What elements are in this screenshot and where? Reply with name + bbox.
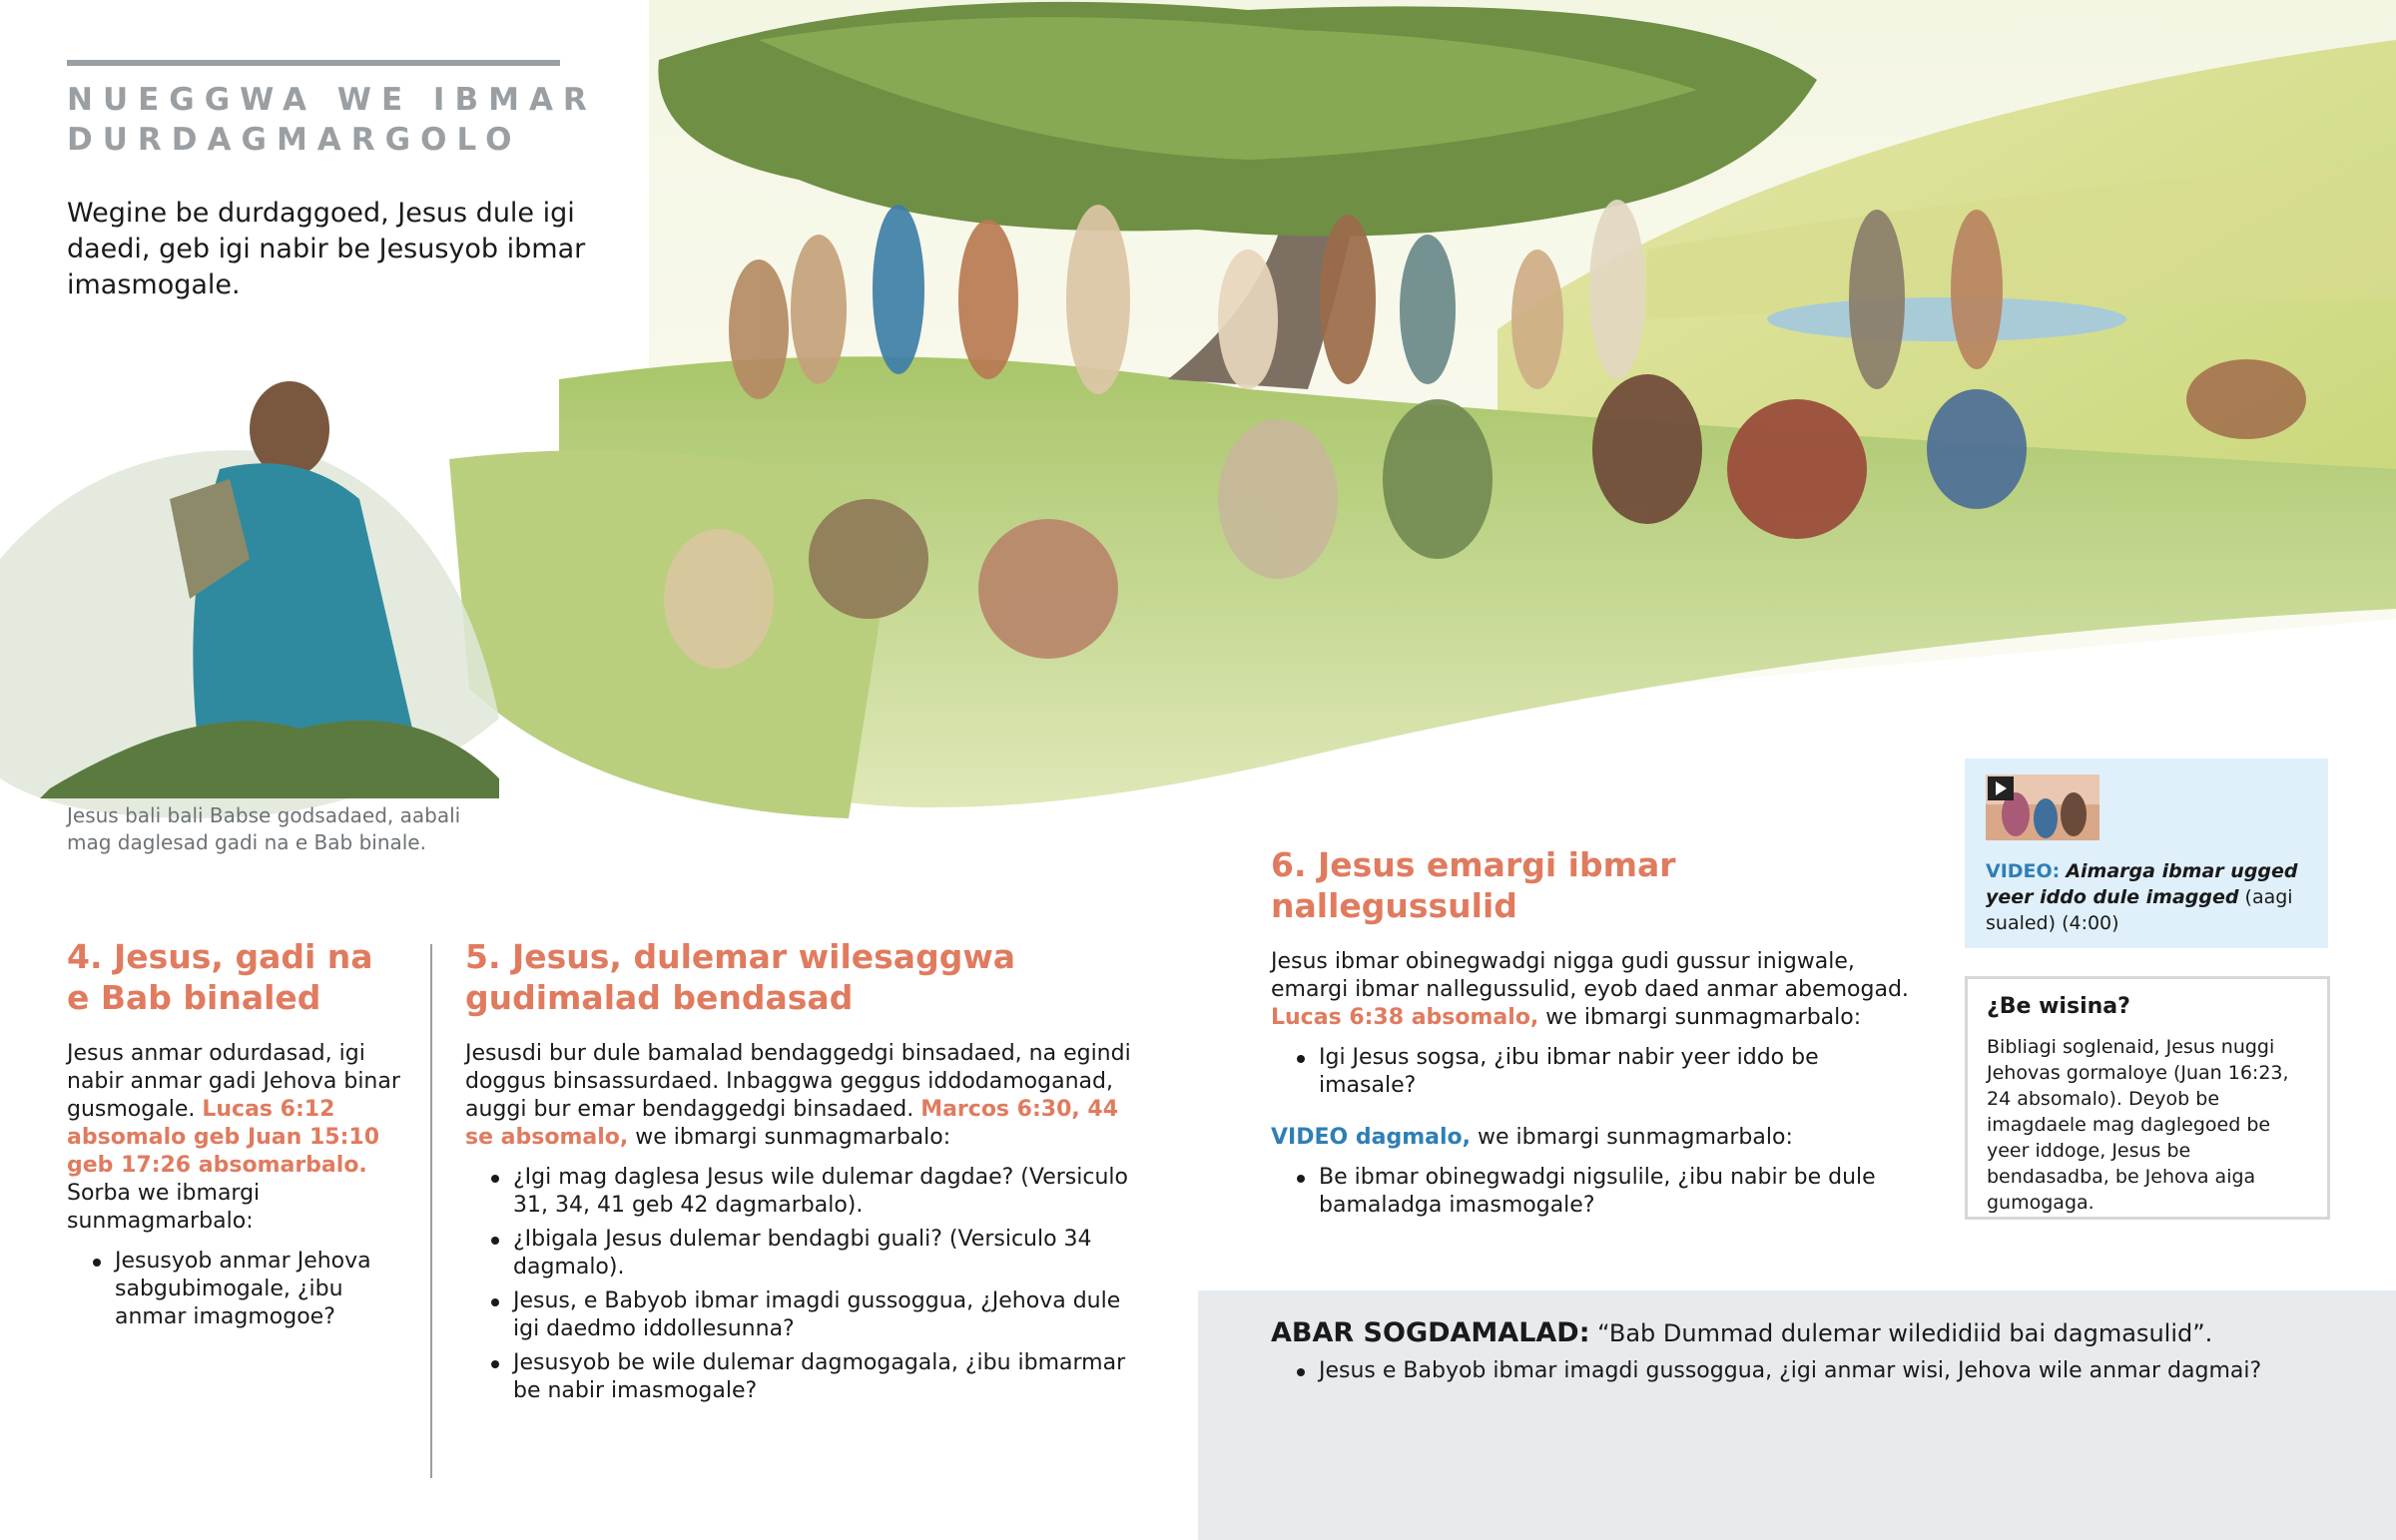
section-5-questions: [465, 1164, 1132, 1405]
scripture-reference-link[interactable]: Lucas 6:38 absomalo,: [1271, 1005, 1539, 1030]
list-item: Jesus, e Babyob ibmar imagdi gussoggua, ¿Jehova dule igi daedmo iddollesunna?: [513, 1287, 1132, 1343]
section-4-body: Jesus anmar odurdasad, igi nabir anmar gadi Jehova binar gusmogale. Lucas 6:12 absomalo geb Juan 15:10 geb 17:26 absomarbalo. Sorba we ibmargi sunmagmarbalo:: [67, 1041, 400, 1234]
list-item: Igi Jesus sogsa, ¿ibu ibmar nabir yeer iddo be imasale?: [1319, 1044, 1910, 1100]
scripture-reference-link[interactable]: Marcos 6:30, 44 se absomalo,: [465, 1097, 1119, 1150]
section-6-heading: 6. Jesus emargi ibmar nallegussulid: [1271, 845, 1676, 925]
section-4-heading: 4. Jesus, gadi na e Bab binaled: [67, 937, 373, 1017]
aside-title: ¿Be wisina?: [1987, 994, 2130, 1019]
list-item: Jesusyob be wile dulemar dagmogagala, ¿ibu ibmarmar be nabir imasmogale?: [513, 1349, 1132, 1405]
section-5-heading: 5. Jesus, dulemar wilesaggwa gudimalad bendasad: [465, 937, 1016, 1017]
section-4: [67, 936, 406, 1337]
summary-label: ABAR SOGDAMALAD:: [1271, 1317, 1590, 1348]
list-item: ¿Ibigala Jesus dulemar bendagbi guali? (Versiculo 34 dagmalo).: [513, 1226, 1132, 1282]
scripture-reference-link[interactable]: Lucas 6:12 absomalo geb Juan 15:10 geb 17:26 absomarbalo.: [67, 1097, 380, 1178]
aside-text: Bibliagi soglenaid, Jesus nuggi Jehovas gormaloye (Juan 16:23, 24 absomalo). Deyob be imagdaele mag daglegoed be yeer iddoge, Jesus be bendasadba, be Jehova aiga gumogaga.: [1987, 1036, 2289, 1214]
intro-text: Wegine be durdaggoed, Jesus dule igi daedi, geb igi nabir be Jesusyob ibmar imasmogale.: [67, 198, 586, 300]
video-link[interactable]: VIDEO dagmalo,: [1271, 1125, 1471, 1150]
summary: [1271, 1317, 2369, 1391]
list-item: Be ibmar obinegwadgi nigsulile, ¿ibu nabir be dule bamaladga imasmogale?: [1319, 1164, 1910, 1220]
page-title: NUEGGWA WE IBMAR DURDAGMARGOLO: [67, 82, 597, 158]
list-item: ¿Igi mag daglesa Jesus wile dulemar dagdae? (Versiculo 31, 34, 41 geb 42 dagmarbalo).: [513, 1164, 1132, 1220]
video-description[interactable]: VIDEO: Aimarga ibmar ugged yeer iddo dule imagged (aagi sualed) (4:00): [1986, 860, 2298, 934]
section-6-video-questions: [1271, 1164, 1910, 1220]
illustration-caption: Jesus bali bali Babse godsadaed, aabali mag daglesad gadi na e Bab binale.: [67, 803, 461, 854]
list-item: Jesus e Babyob ibmar imagdi gussoggua, ¿igi anmar wisi, Jehova wile anmar dagmai?: [1319, 1357, 2369, 1385]
section-4-questions: [67, 1248, 406, 1331]
video-title: Aimarga ibmar ugged yeer iddo dule imagged: [1986, 860, 2298, 908]
video-thumbnail[interactable]: [1986, 774, 2099, 840]
section-5: [465, 936, 1132, 1411]
summary-questions: [1271, 1357, 2369, 1385]
section-6-questions: [1271, 1044, 1910, 1100]
header-rule: [67, 60, 560, 66]
column-divider: [430, 944, 432, 1478]
section-5-body: Jesusdi bur dule bamalad bendaggedgi binsadaed, na egindi doggus binsassurdaed. Inbaggwa geggus iddodamoganad, auggi bur emar bendaggedgi binsadaed. Marcos 6:30, 44 se absomalo, we ibmargi sunmagmarbalo:: [465, 1041, 1131, 1150]
section-6: [1271, 844, 1910, 1226]
section-6-video-prompt: VIDEO dagmalo, we ibmargi sunmagmarbalo:: [1271, 1125, 1793, 1150]
list-item: Jesusyob anmar Jehova sabgubimogale, ¿ibu anmar imagmogoe?: [115, 1248, 406, 1331]
summary-text: “Bab Dummad dulemar wiledidiid bai dagmasulid”.: [1597, 1319, 2213, 1347]
section-6-body: Jesus ibmar obinegwadgi nigga gudi gussur inigwale, emargi ibmar nallegussulid, eyob daed anmar abemogad. Lucas 6:38 absomalo, we ibmargi sunmagmarbalo:: [1271, 949, 1909, 1030]
